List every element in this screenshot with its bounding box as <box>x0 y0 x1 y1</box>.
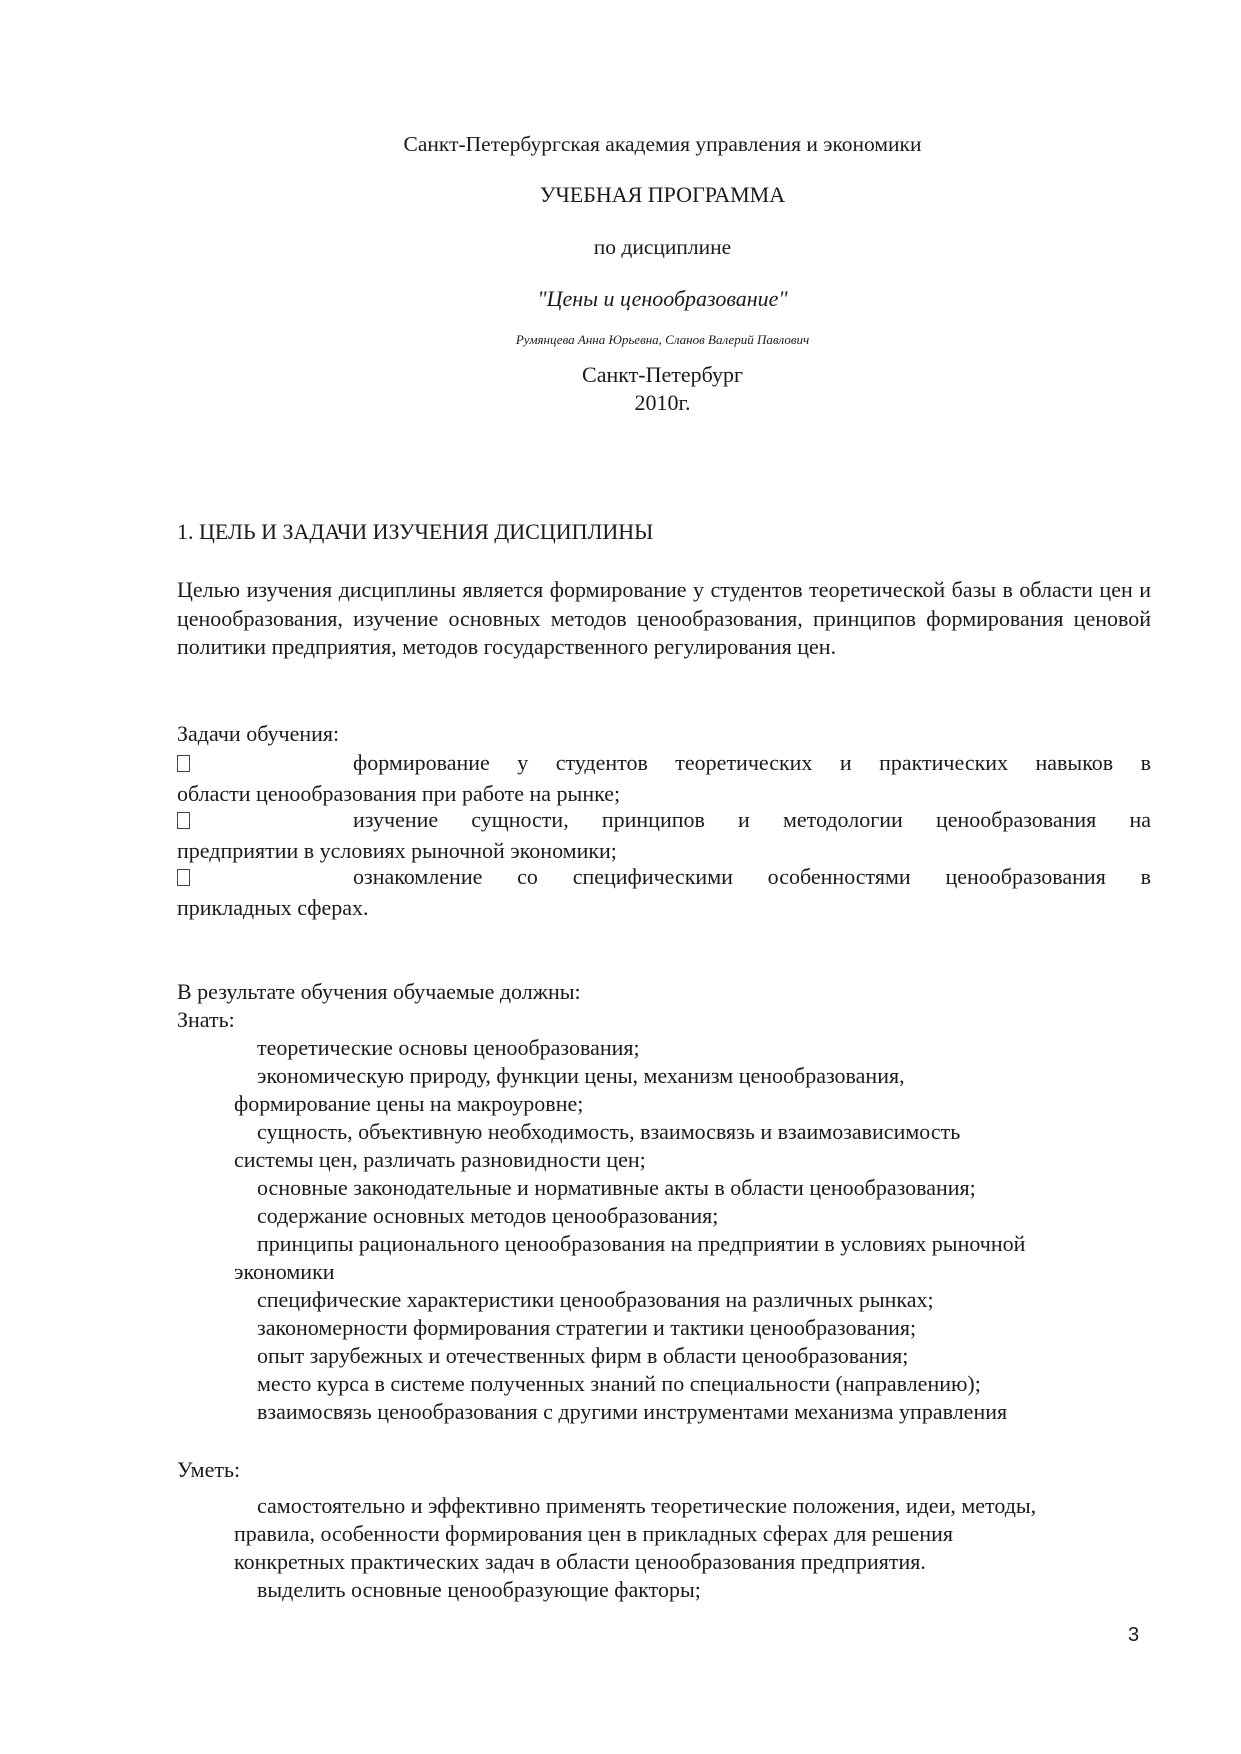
task-item <box>177 863 1151 922</box>
task-text-cont: области ценообразования при работе на рынке; <box>177 780 621 806</box>
can-line: самостоятельно и эффективно применять теоретические положения, идеи, методы, <box>257 1493 1037 1518</box>
authors: Румянцева Анна Юрьевна, Сланов Валерий Павлович <box>515 332 810 347</box>
academy-name: Санкт-Петербургская академия управления и экономики <box>403 132 922 156</box>
task-item <box>177 806 1151 865</box>
know-line: принципы рационального ценообразования на предприятии в условиях рыночной <box>257 1231 1026 1256</box>
bullet-box-icon <box>177 808 353 837</box>
task-text: изучение сущности, принципов и методологии ценообразования на <box>353 807 1151 832</box>
know-line: основные законодательные и нормативные акты в области ценообразования; <box>257 1175 976 1200</box>
document-type: УЧЕБНАЯ ПРОГРАММА <box>539 182 786 207</box>
task-text-cont: предприятии в условиях рыночной экономики; <box>177 837 617 863</box>
know-line: экономики <box>234 1259 335 1284</box>
know-line: место курса в системе полученных знаний по специальности (направлению); <box>257 1371 981 1396</box>
know-line: экономическую природу, функции цены, механизм ценообразования, <box>257 1063 905 1088</box>
task-text: ознакомление со специфическими особенностями ценообразования в <box>353 864 1151 889</box>
goal-paragraph: Целью изучения дисциплины является формирование у студентов теоретической базы в области цен и ценообразования, изучение основных методов ценообразования, принципов формирования ценовой политики предприятия, методов государственного регулирования цен. <box>177 577 1151 660</box>
can-line: выделить основные ценообразующие факторы; <box>257 1577 701 1602</box>
results-label: В результате обучения обучаемые должны: <box>177 979 581 1004</box>
know-line: закономерности формирования стратегии и тактики ценообразования; <box>257 1315 917 1340</box>
know-line: специфические характеристики ценообразования на различных рынках; <box>257 1287 934 1312</box>
know-line: взаимосвязь ценообразования с другими инструментами механизма управления <box>257 1399 1008 1424</box>
tasks-label: Задачи обучения: <box>177 721 340 746</box>
can-line: конкретных практических задач в области ценообразования предприятия. <box>234 1549 926 1574</box>
section-heading: 1. ЦЕЛЬ И ЗАДАЧИ ИЗУЧЕНИЯ ДИСЦИПЛИНЫ <box>177 519 654 544</box>
task-item <box>177 749 1151 808</box>
know-line: формирование цены на макроуровне; <box>234 1091 584 1116</box>
can-line: правила, особенности формирования цен в прикладных сферах для решения <box>234 1521 953 1546</box>
task-text-cont: прикладных сферах. <box>177 894 369 920</box>
bullet-box-icon <box>177 865 353 894</box>
can-label: Уметь: <box>177 1457 241 1482</box>
page-number: 3 <box>1128 1624 1140 1646</box>
know-line: опыт зарубежных и отечественных фирм в области ценообразования; <box>257 1343 909 1368</box>
city: Санкт-Петербург <box>582 362 743 387</box>
know-line: сущность, объективную необходимость, взаимосвязь и взаимозависимость <box>257 1119 961 1144</box>
discipline-title: "Цены и ценообразование" <box>537 286 788 311</box>
year: 2010г. <box>634 390 691 415</box>
know-line: содержание основных методов ценообразования; <box>257 1203 719 1228</box>
task-text: формирование у студентов теоретических и практических навыков в <box>353 750 1151 775</box>
know-line: системы цен, различать разновидности цен; <box>234 1147 646 1172</box>
know-label: Знать: <box>177 1007 235 1032</box>
know-line: теоретические основы ценообразования; <box>257 1035 640 1060</box>
bullet-box-icon <box>177 751 353 780</box>
by-discipline-label: по дисциплине <box>593 235 732 259</box>
